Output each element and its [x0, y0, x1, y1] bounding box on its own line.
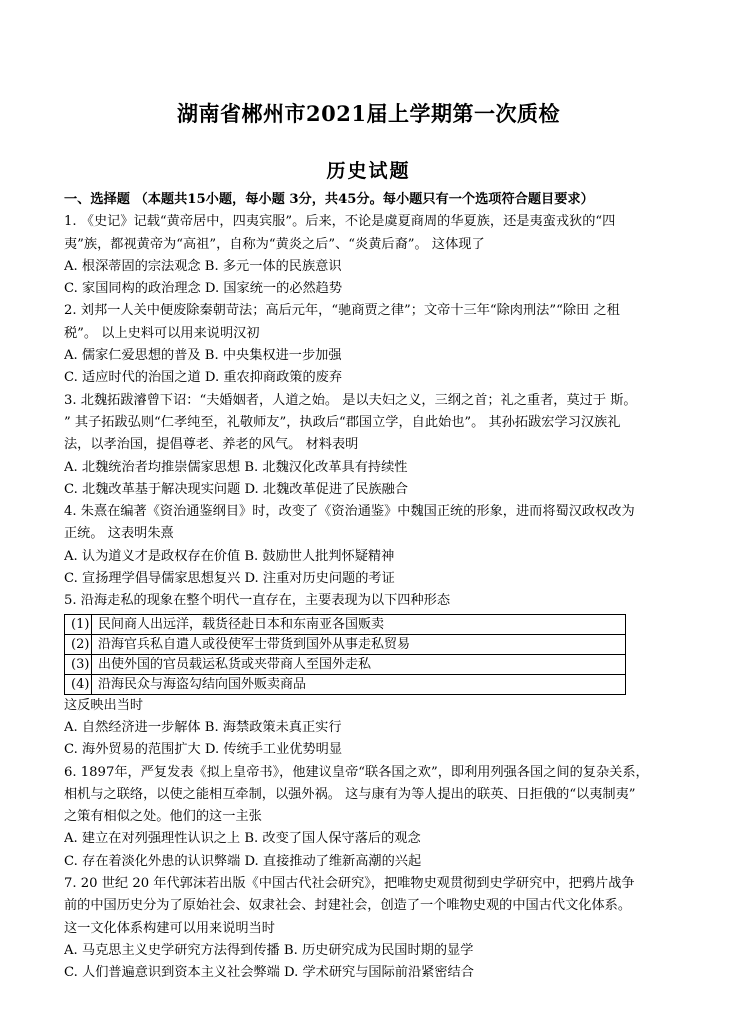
table-row	[65, 614, 626, 634]
question-4-line: 正统。 这表明朱熹	[64, 526, 174, 542]
page-subtitle: 历史试题	[326, 160, 411, 182]
question-7-line: 前的中国历史分为了原始社会、奴隶社会、封建社会，创造了一个唯物史观的中国古代文化体系。	[64, 898, 632, 914]
table-cell-text: 出使外国的官员载运私货或夹带商人至国外走私	[92, 654, 626, 674]
question-5-stem: 5. 沿海走私的现象在整个明代一直存在，主要表现为以下四种形态	[64, 593, 451, 609]
question-4-line: 4. 朱熹在编著《资治通鉴纲目》时，改变了《资治通鉴》中魏国正统的形象，进而将蜀汉政权改为	[64, 504, 635, 520]
question-3-line: 法，以孝治国，提倡尊老、养老的风气。 材料表明	[64, 437, 359, 453]
question-3-option: C. 北魏改革基于解决现实问题 D. 北魏改革促进了民族融合	[64, 481, 408, 497]
table-row	[65, 634, 626, 654]
question-6-line: 6. 1897年，严复发表《拟上皇帝书》，他建议皇帝“联各国之欢”，即利用列强各国之间的复杂关系，	[64, 764, 649, 780]
question-2-option: A. 儒家仁爱思想的普及 B. 中央集权进一步加强	[64, 348, 342, 364]
question-3-line: 3. 北魏拓跋濬曾下诏：“夫婚姻者，人道之始。 是以夫妇之义，三纲之首；礼之重者，莫过于 斯。	[64, 392, 637, 408]
page-title: 湖南省郴州市2021届上学期第一次质检	[177, 101, 560, 126]
question-3-line: ” 其子拓跋弘则“仁孝纯至，礼敬师友”，执政后“郡国立学，自此始也”。 其孙拓跋宏学习汉族礼	[64, 414, 621, 430]
question-1-line: 夷”族，都视黄帝为“高祖”，自称为“黄炎之后”、“炎黄后裔”。 这体现了	[64, 236, 485, 252]
table-cell-num: (3)	[65, 654, 92, 674]
question-1-line: 1. 《史记》记载“黄帝居中，四夷宾服”。后来，不论是虞夏商周的华夏族，还是夷蛮戎狄的“四	[64, 214, 616, 230]
table-row	[65, 674, 626, 694]
question-6-line: 相机与之联络，以使之能相互牵制，以强外祸。 这与康有为等人提出的联英、日拒俄的“以夷制夷”	[64, 786, 636, 802]
question-6-option: C. 存在着淡化外患的认识弊端 D. 直接推动了维新高潮的兴起	[64, 853, 422, 869]
question-3-option: A. 北魏统治者均推崇儒家思想 B. 北魏汉化改革具有持续性	[64, 459, 408, 475]
question-4-option: A. 认为道义才是政权存在价值 B. 鼓励世人批判怀疑精神	[64, 548, 395, 564]
question-1-option: C. 家国同构的政治理念 D. 国家统一的必然趋势	[64, 281, 343, 297]
question-2-line: 2. 刘邦一人关中便废除秦朝苛法；高后元年，“驰商贾之律”；文帝十三年“除肉刑法”“除田 之租	[64, 303, 620, 319]
exam-content	[64, 189, 676, 985]
question-2-option: C. 适应时代的治国之道 D. 重农抑商政策的废弃	[64, 370, 343, 386]
question-7-option: A. 马克思主义史学研究方法得到传播 B. 历史研究成为民国时期的显学	[64, 942, 474, 958]
question-5-option: A. 自然经济进一步解体 B. 海禁政策未真正实行	[64, 719, 342, 735]
question-4-option: C. 宣扬理学倡导儒家思想复兴 D. 注重对历史问题的考证	[64, 571, 395, 587]
question-6-option: A. 建立在对列强理性认识之上 B. 改变了国人保守落后的观念	[64, 831, 421, 847]
table-cell-text: 沿海民众与海盗勾结向国外贩卖商品	[92, 674, 626, 694]
table-cell-num: (1)	[65, 614, 92, 634]
table-cell-text: 民间商人出远洋，载货径赴日本和东南亚各国贩卖	[92, 614, 626, 634]
table-row	[65, 654, 626, 674]
question-2-line: 税”。 以上史料可以用来说明汉初	[64, 325, 260, 341]
question-7-option: C. 人们普遍意识到资本主义社会弊端 D. 学术研究与国际前沿紧密结合	[64, 965, 474, 981]
question-5-option: C. 海外贸易的范围扩大 D. 传统手工业优势明显	[64, 742, 343, 758]
section-heading: 一、选择题 （本题共15小题，每小题 3分，共45分。每小题只有一个选项符合题目要求）	[64, 192, 594, 207]
question-5-table	[64, 614, 626, 695]
table-cell-num: (2)	[65, 634, 92, 654]
table-cell-num: (4)	[65, 674, 92, 694]
question-7-line: 这一文化体系构建可以用来说明当时	[64, 920, 275, 936]
question-5-line: 这反映出当时	[64, 697, 144, 713]
table-cell-text: 沿海官兵私自遣人或役使军士带货到国外从事走私贸易	[92, 634, 626, 654]
question-6-line: 之策有相似之处。他们的这一主张	[64, 809, 262, 825]
question-1-option: A. 根深蒂固的宗法观念 B. 多元一体的民族意识	[64, 258, 342, 274]
question-7-line: 7. 20 世纪 20 年代郭沫若出版《中国古代社会研究》，把唯物史观贯彻到史学研究中，把鸦片战争	[64, 876, 635, 892]
